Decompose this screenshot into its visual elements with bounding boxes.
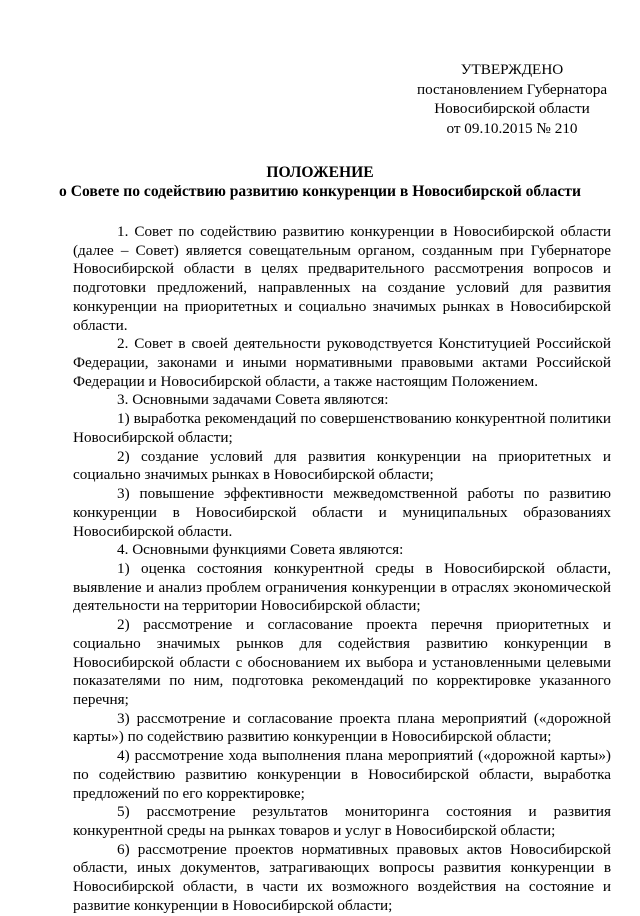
function-item-4: 4) рассмотрение хода выполнения плана мероприятий («дорожной карты») по содействию развитию конкуренции в Новосибирской области, выработка предложений по его корректировке; — [73, 747, 611, 802]
task-item-1: 1) выработка рекомендаций по совершенствованию конкурентной политики Новосибирской области; — [73, 410, 611, 446]
title-subheading: о Совете по содействию развитию конкуренции в Новосибирской области — [59, 183, 581, 200]
document-body — [73, 223, 611, 916]
function-item-2: 2) рассмотрение и согласование проекта перечня приоритетных и социально значимых рынков для содействия развитию конкуренции в Новосибирской области с обоснованием их выбора и установленными целевыми показателями по ним, подготовка рекомендаций по корректировке указанного перечня; — [73, 616, 611, 708]
task-item-3: 3) повышение эффективности межведомственной работы по развитию конкуренции в Новосибирской области и муниципальных образованиях Новосибирской области. — [73, 485, 611, 540]
task-item-2: 2) создание условий для развития конкуренции на приоритетных и социально значимых рынках в Новосибирской области; — [73, 447, 611, 484]
paragraph-3: 3. Основными задачами Совета являются: — [117, 391, 389, 409]
approval-region: Новосибирской области — [434, 100, 590, 117]
title-heading: ПОЛОЖЕНИЕ — [266, 164, 374, 181]
approval-issuer: постановлением Губернатора — [416, 80, 608, 98]
paragraph-2: 2. Совет в своей деятельности руководствуется Конституцией Российской Федерации, законами и иными нормативными правовыми актами Российской Федерации и Новосибирской области, а также настоящим Положением. — [73, 335, 611, 390]
document-title — [20, 163, 620, 201]
function-item-5: 5) рассмотрение результатов мониторинга состояния и развития конкурентной среды на рынках товаров и услуг в Новосибирской области; — [73, 803, 611, 839]
function-item-3: 3) рассмотрение и согласование проекта плана мероприятий («дорожной карты») по содействию развитию конкуренции в Новосибирской области; — [73, 709, 611, 746]
function-item-6: 6) рассмотрение проектов нормативных правовых актов Новосибирской области, иных документов, затрагивающих вопросы развития конкуренции в Новосибирской области, в части их возможного воздействия на состояние и развитие конкуренции в Новосибирской области; — [73, 840, 611, 914]
function-item-1: 1) оценка состояния конкурентной среды в Новосибирской области, выявление и анализ проблем ограничения конкуренции в отраслях экономической деятельности на территории Новосибирской области; — [73, 559, 611, 615]
paragraph-1: 1. Совет по содействию развитию конкуренции в Новосибирской области (далее – Совет) является совещательным органом, созданным при Губернаторе Новосибирской области в целях предварительного рассмотрения вопросов и подготовки предложений, направленных на создание условий для развития конкуренции на приоритетных и социально значимых рынках в Новосибирской области. — [73, 223, 611, 334]
approval-heading: УТВЕРЖДЕНО — [460, 61, 564, 78]
approval-date-number: от 09.10.2015 № 210 — [446, 119, 578, 137]
approval-stamp — [395, 60, 629, 138]
paragraph-4: 4. Основными функциями Совета являются: — [117, 541, 404, 559]
